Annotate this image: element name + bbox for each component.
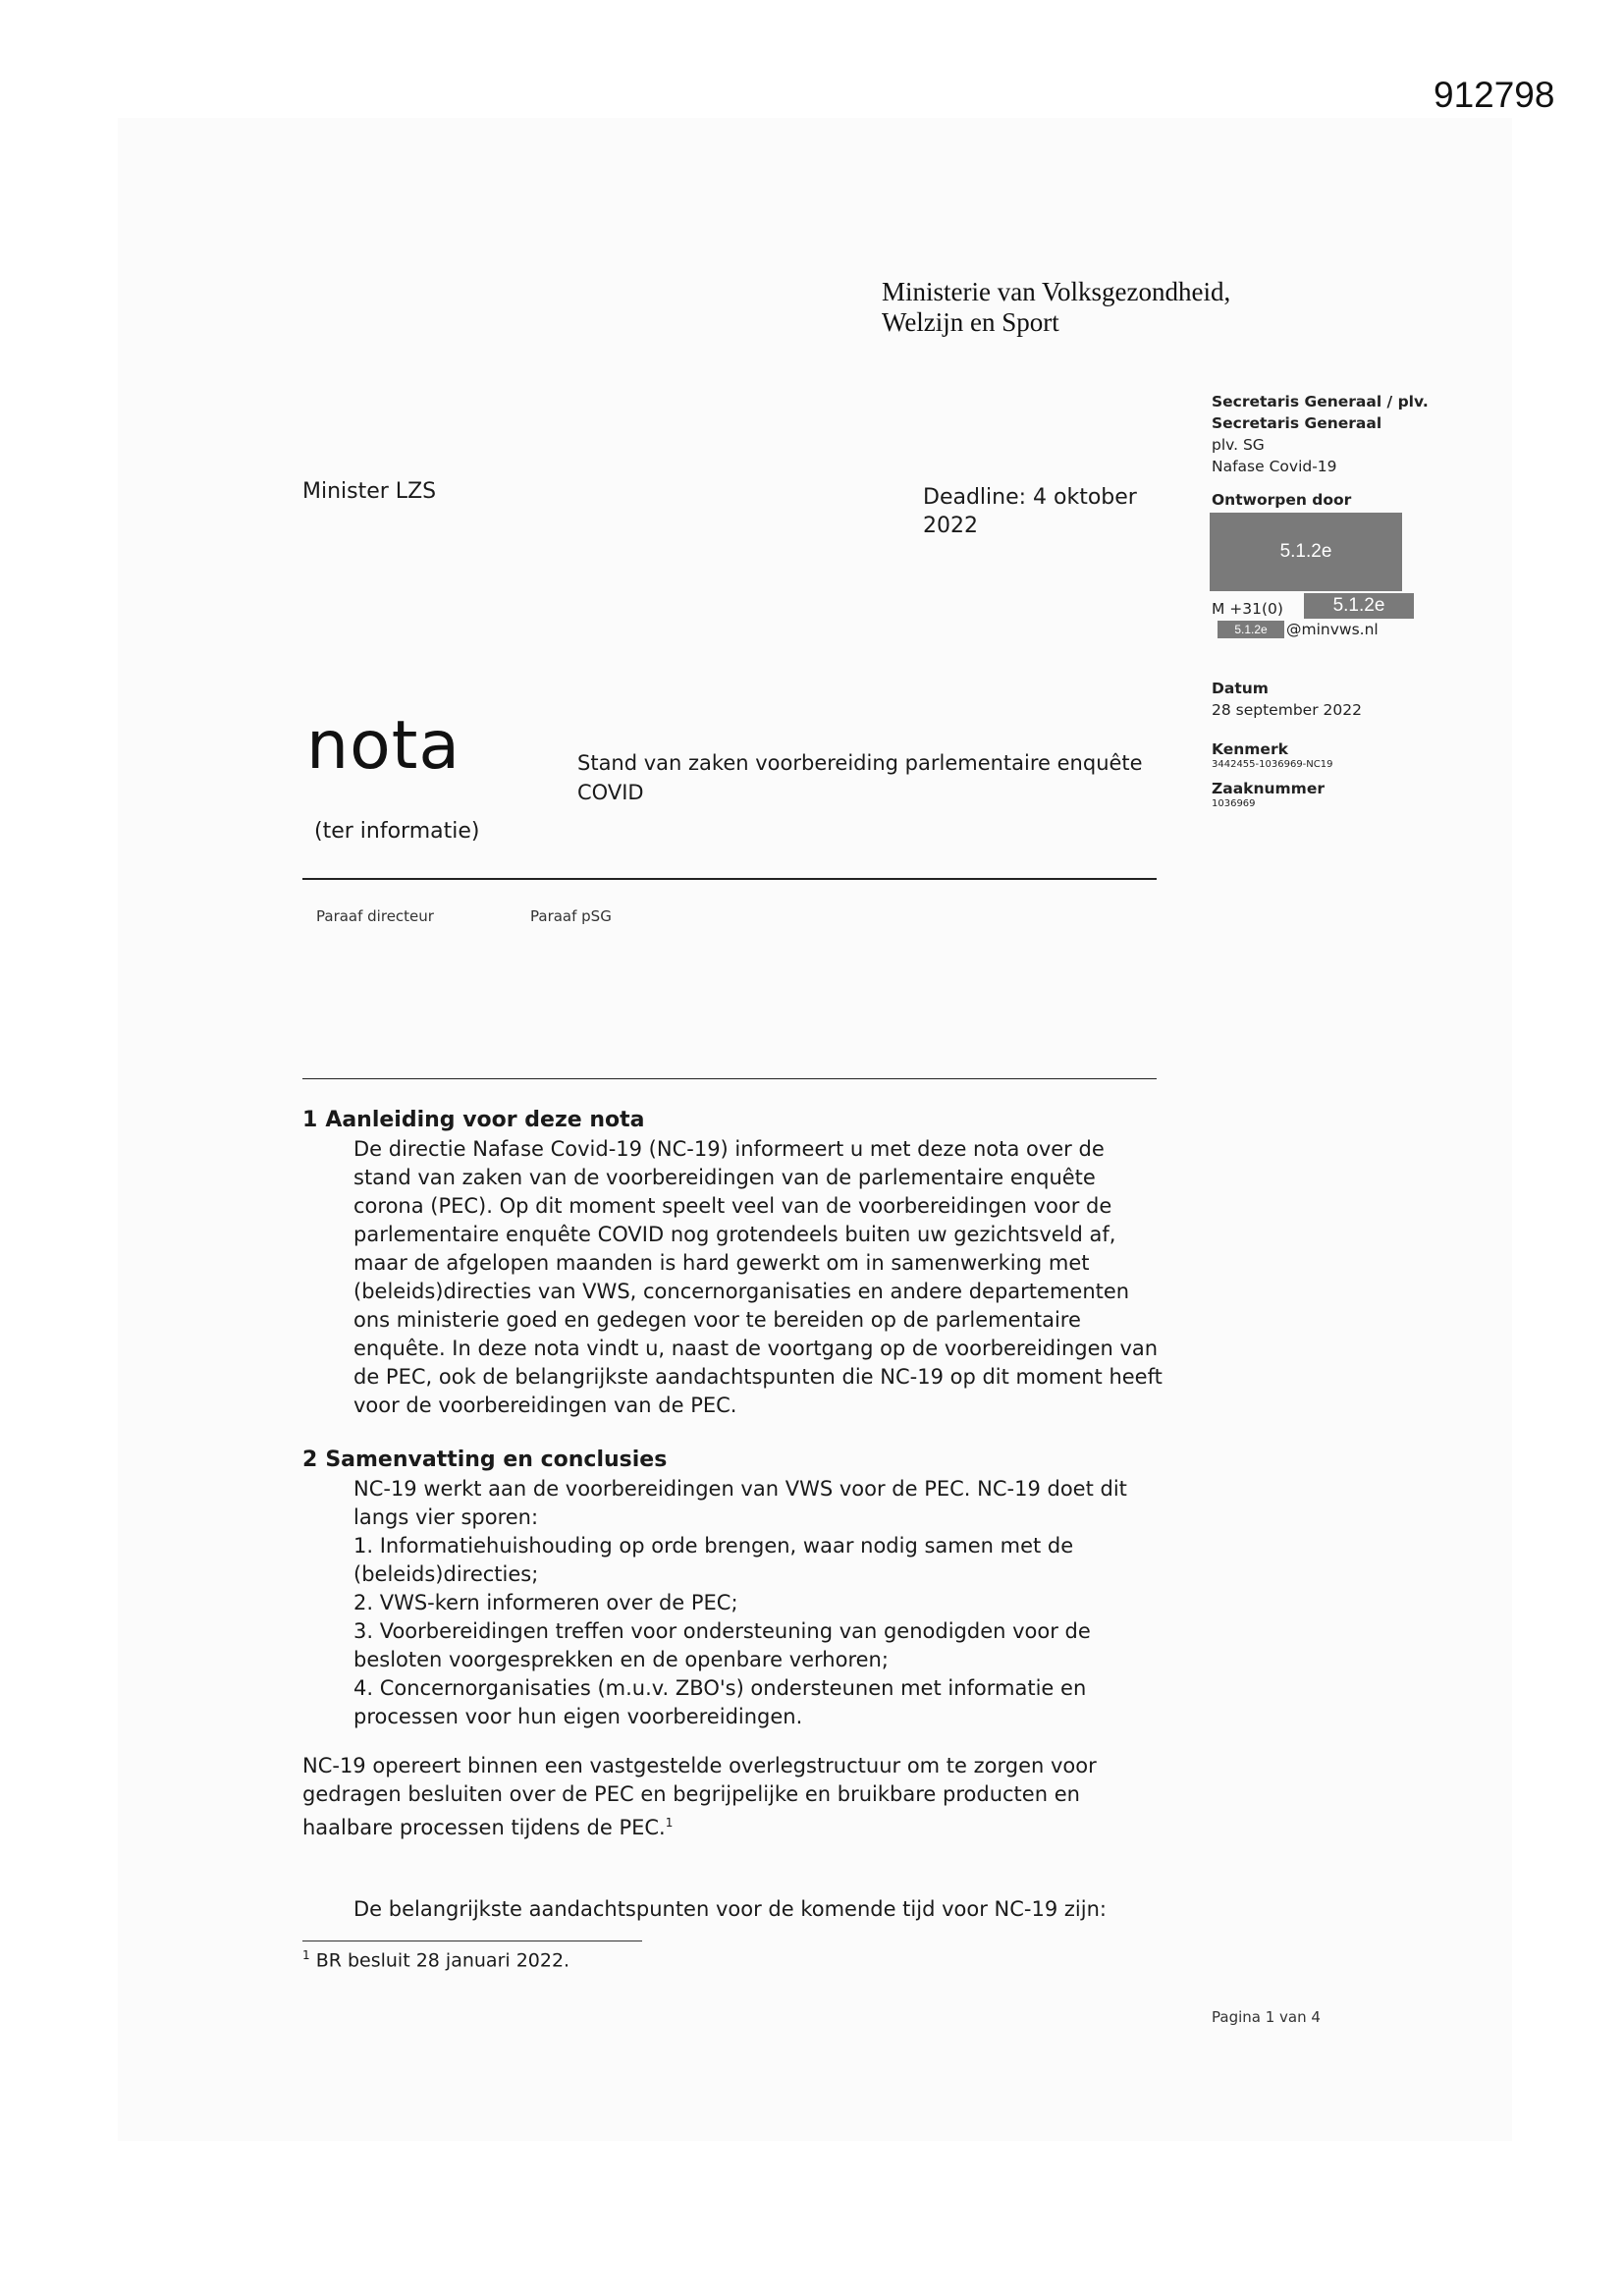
date-label: Datum bbox=[1212, 680, 1269, 697]
text-line: 4. Concernorganisaties (m.u.v. ZBO's) ondersteunen met informatie en bbox=[353, 1676, 1087, 1700]
ministry-name bbox=[882, 277, 1230, 338]
redacted-name-block: 5.1.2e bbox=[1210, 513, 1402, 591]
reference-label: Kenmerk bbox=[1212, 740, 1288, 758]
paraaf-psg: Paraaf pSG bbox=[530, 907, 612, 925]
sidebar-org-line1: Secretaris Generaal / plv. bbox=[1212, 393, 1429, 410]
text-line: (beleids)directies; bbox=[353, 1562, 539, 1586]
document-subject: Stand van zaken voorbereiding parlementaire enquête COVID bbox=[577, 751, 1143, 804]
footnote-text: BR besluit 28 januari 2022. bbox=[315, 1949, 570, 1972]
page-number: Pagina 1 van 4 bbox=[1212, 2008, 1321, 2026]
text-line: NC-19 opereert binnen een vastgestelde overlegstructuur om te zorgen voor bbox=[302, 1754, 1097, 1777]
footnote-reference: 1 bbox=[665, 1816, 674, 1830]
text-line: langs vier sporen: bbox=[353, 1505, 539, 1529]
text-line: voor de voorbereidingen van de PEC. bbox=[353, 1394, 737, 1417]
deadline bbox=[923, 483, 1178, 540]
divider-bottom bbox=[302, 1078, 1157, 1079]
section-1-number: 1 bbox=[302, 1108, 318, 1132]
section-2-lead-in: De belangrijkste aandachtspunten voor de komende tijd voor NC-19 zijn: bbox=[353, 1897, 1107, 1921]
text-line: enquête. In deze nota vindt u, naast de voortgang op de voorbereidingen van bbox=[353, 1337, 1159, 1360]
section-2-paragraph bbox=[302, 1752, 1186, 1842]
text-line: 2. VWS-kern informeren over de PEC; bbox=[353, 1591, 738, 1614]
text-line: NC-19 werkt aan de voorbereidingen van VWS voor de PEC. NC-19 doet dit bbox=[353, 1477, 1127, 1501]
deadline-line1: Deadline: 4 oktober bbox=[923, 485, 1137, 510]
text-line: corona (PEC). Op dit moment speelt veel van de voorbereidingen voor de bbox=[353, 1194, 1112, 1218]
text-line: 3. Voorbereidingen treffen voor ondersteuning van genodigden voor de bbox=[353, 1619, 1091, 1643]
recipient: Minister LZS bbox=[302, 479, 437, 504]
text-line: de PEC, ook de belangrijkste aandachtspunten die NC-19 op dit moment heeft bbox=[353, 1365, 1163, 1389]
sidebar-org-line4: Nafase Covid-19 bbox=[1212, 458, 1337, 475]
deadline-line2: 2022 bbox=[923, 514, 978, 538]
section-1-heading bbox=[302, 1108, 644, 1132]
text-line: gedragen besluiten over de PEC en begrijpelijke en bruikbare producten en bbox=[302, 1782, 1080, 1806]
phone-prefix: M +31(0) bbox=[1212, 600, 1283, 618]
section-2-heading bbox=[302, 1448, 667, 1472]
text-line: processen voor hun eigen voorbereidingen. bbox=[353, 1705, 803, 1728]
text-line: (beleids)directies van VWS, concernorganisaties en andere departementen bbox=[353, 1280, 1130, 1303]
footnote-number: 1 bbox=[302, 1948, 310, 1962]
redacted-phone-block: 5.1.2e bbox=[1304, 593, 1414, 619]
date-value: 28 september 2022 bbox=[1212, 701, 1362, 719]
divider-top bbox=[302, 878, 1157, 880]
section-1-title: Aanleiding voor deze nota bbox=[325, 1108, 645, 1132]
redacted-email-block: 5.1.2e bbox=[1218, 621, 1284, 638]
email-suffix: @minvws.nl bbox=[1286, 621, 1379, 638]
text-line: ons ministerie goed en gedegen voor te bereiden op de parlementaire bbox=[353, 1308, 1081, 1332]
text-line: 1. Informatiehuishouding op orde brengen, waar nodig samen met de bbox=[353, 1534, 1074, 1558]
sidebar-org-line3: plv. SG bbox=[1212, 436, 1265, 454]
section-2-number: 2 bbox=[302, 1448, 318, 1472]
sidebar-org-line2: Secretaris Generaal bbox=[1212, 414, 1382, 432]
section-1-body bbox=[353, 1135, 1198, 1420]
text-line: De directie Nafase Covid-19 (NC-19) informeert u met deze nota over de bbox=[353, 1137, 1105, 1161]
case-number-label: Zaaknummer bbox=[1212, 780, 1325, 797]
case-number-value: 1036969 bbox=[1212, 798, 1256, 809]
sidebar-organisation bbox=[1212, 391, 1429, 477]
text-line: haalbare processen tijdens de PEC.$^1$ bbox=[302, 1816, 674, 1839]
text-line: besloten voorgesprekken en de openbare verhoren; bbox=[353, 1648, 889, 1671]
text-line: parlementaire enquête COVID nog grotendeels buiten uw gezichtsveld af, bbox=[353, 1223, 1116, 1246]
text-line: maar de afgelopen maanden is hard gewerkt om in samenwerking met bbox=[353, 1251, 1090, 1275]
paraaf-director: Paraaf directeur bbox=[316, 907, 434, 925]
document-title: nota bbox=[306, 707, 461, 785]
document-number: 912798 bbox=[1434, 75, 1555, 115]
document-subtitle: (ter informatie) bbox=[314, 819, 480, 844]
section-2-body bbox=[353, 1475, 1198, 1731]
drafted-by-label: Ontworpen door bbox=[1212, 491, 1352, 509]
section-2-title: Samenvatting en conclusies bbox=[325, 1448, 668, 1472]
reference-value: 3442455-1036969-NC19 bbox=[1212, 759, 1333, 770]
ministry-name-line2: Welzijn en Sport bbox=[882, 307, 1059, 337]
ministry-name-line1: Ministerie van Volksgezondheid, bbox=[882, 277, 1231, 306]
text-line: stand van zaken van de voorbereidingen van de parlementaire enquête bbox=[353, 1166, 1096, 1189]
footnote bbox=[302, 1948, 569, 1971]
